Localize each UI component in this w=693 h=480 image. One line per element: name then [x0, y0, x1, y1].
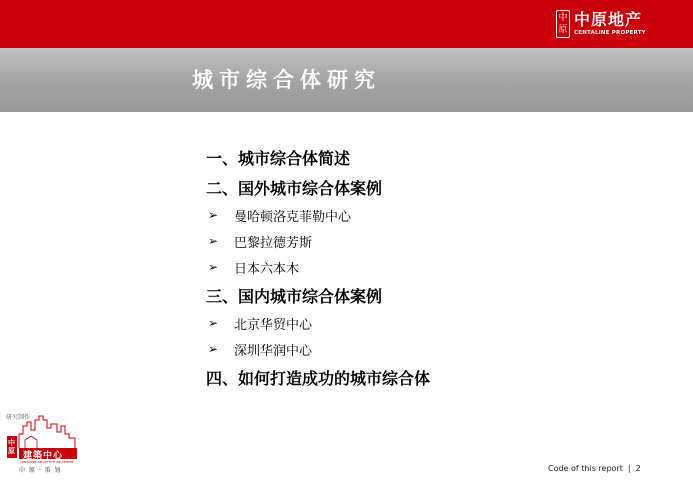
- outline-text: 四、如何打造成功的城市综合体: [206, 368, 431, 388]
- stamp-caption: 研究制作: [6, 414, 31, 421]
- report-code-label: Code of this report: [548, 464, 623, 473]
- outline-heading: [206, 172, 626, 202]
- outline-heading: [206, 280, 626, 310]
- stamp-english-name: CENTALINE ARCHITECTURE CENTER: [20, 460, 74, 464]
- outline-heading: [206, 362, 626, 392]
- arrow-bullet-icon: ➢: [208, 234, 219, 248]
- page-title: 城市综合体研究: [192, 68, 381, 92]
- arrow-bullet-icon: ➢: [208, 316, 219, 330]
- outline-text: 日本六本木: [234, 261, 300, 277]
- centaline-logo: [556, 9, 646, 39]
- arrow-bullet-icon: ➢: [208, 342, 219, 356]
- logo-seal-icon: 中原: [556, 10, 570, 38]
- architecture-center-stamp: [5, 412, 81, 474]
- outline-subitem: [206, 202, 626, 228]
- outline-text: 巴黎拉德芳斯: [234, 235, 313, 251]
- logo-chinese-name: 中原地产: [574, 10, 643, 29]
- outline-text: 一、城市综合体简述: [206, 148, 351, 168]
- table-of-contents: [206, 142, 626, 392]
- stamp-seal: 中原: [8, 439, 15, 455]
- outline-subitem: [206, 336, 626, 362]
- logo-english-name: CENTALINE PROPERTY: [574, 30, 646, 36]
- arrow-bullet-icon: ➢: [208, 260, 219, 274]
- outline-text: 北京华贸中心: [234, 317, 313, 333]
- stamp-name: 建築中心: [23, 451, 64, 461]
- outline-subitem: [206, 228, 626, 254]
- outline-heading: [206, 142, 626, 172]
- outline-subitem: [206, 310, 626, 336]
- stamp-motto: 中 原 · 策 划: [19, 467, 62, 474]
- page-number: 2: [635, 464, 641, 473]
- arrow-bullet-icon: ➢: [208, 208, 219, 222]
- footer-separator: |: [627, 464, 631, 473]
- outline-text: 曼哈顿洛克菲勒中心: [234, 209, 352, 225]
- outline-text: 深圳华润中心: [234, 343, 313, 359]
- outline-text: 二、国外城市综合体案例: [206, 178, 383, 198]
- outline-text: 三、国内城市综合体案例: [206, 286, 383, 306]
- outline-subitem: [206, 254, 626, 280]
- footer: [548, 464, 641, 473]
